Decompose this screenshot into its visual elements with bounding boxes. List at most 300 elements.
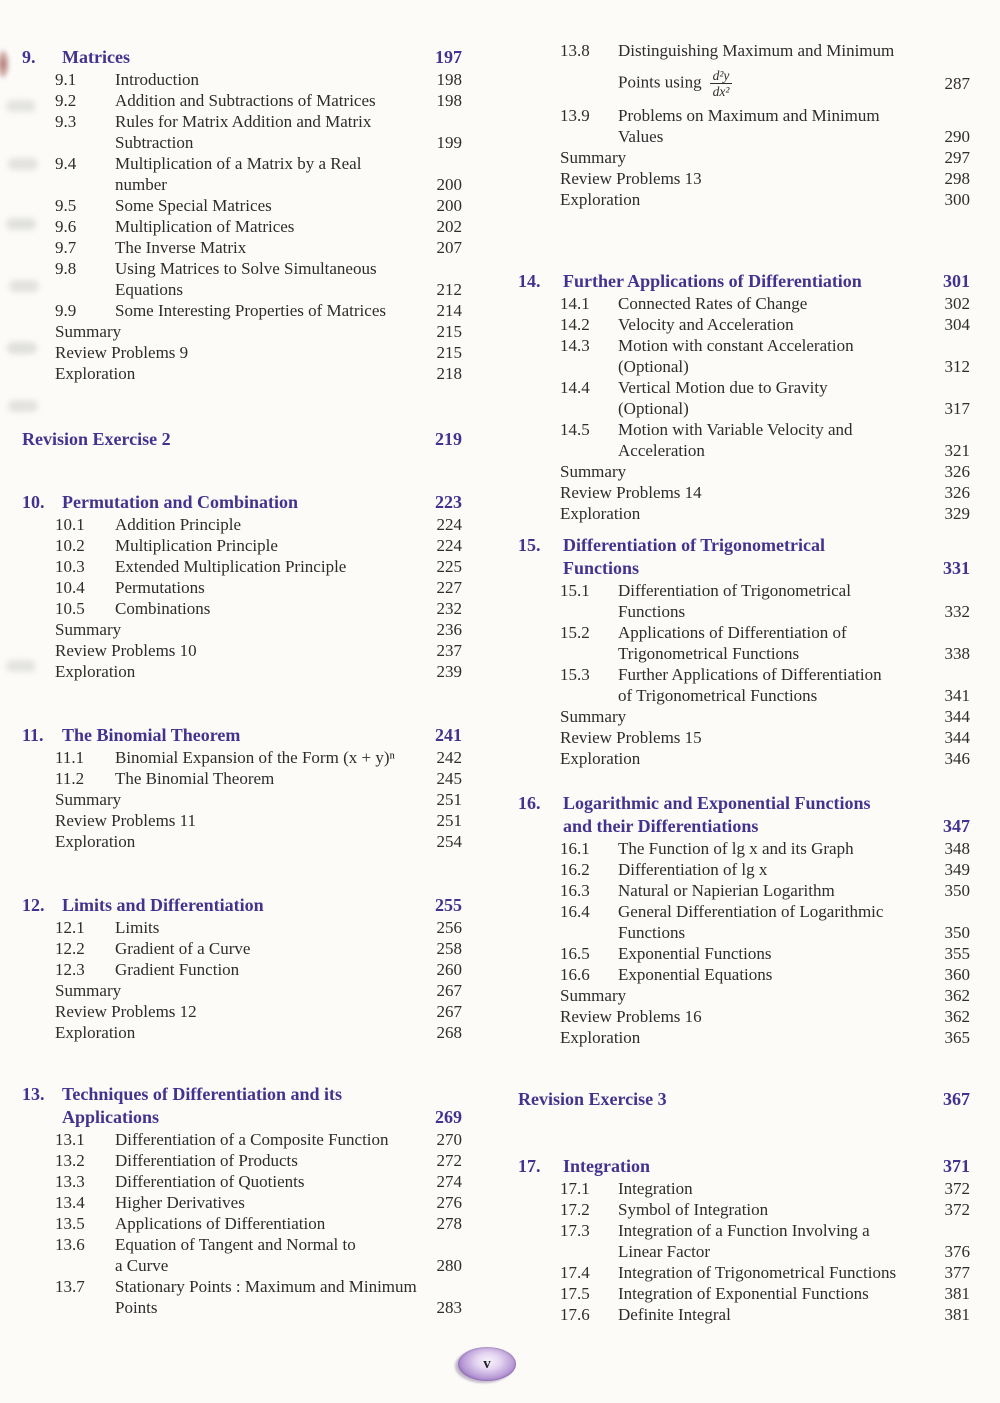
entry-number: 9.9 [55,301,77,320]
entry-title: Differentiation of a Composite Function [115,1130,389,1149]
entry-title: Exponential Functions [618,944,772,963]
entry-number [560,126,618,147]
entry-page [926,335,970,356]
revision-exercise-row [22,428,462,451]
entry-number: 17.5 [560,1284,590,1303]
toc-entry [518,377,970,398]
entry-title: Summary [55,981,122,1000]
chapter-page: 331 [943,558,970,578]
entry-title: Motion with Variable Velocity and [618,420,853,439]
toc-entry [22,237,462,258]
entry-title: Exploration [55,662,136,681]
entry-page: 338 [944,644,970,663]
entry-page: 280 [436,1256,462,1275]
toc-entry [22,1213,462,1234]
entry-page [926,622,970,643]
toc-right-column [518,0,970,1325]
entry-number: 15.1 [560,581,590,600]
chapter-title-line [563,557,970,580]
entry-title: Problems on Maximum and Minimum [618,106,880,125]
entry-page: 360 [944,965,970,984]
chapter-page: 255 [435,895,462,915]
entry-title: Review Problems 13 [560,169,702,188]
entry-number [560,356,618,377]
fraction-denominator: dx² [712,83,730,99]
entry-title: Multiplication Principle [115,536,278,555]
entry-title: Natural or Napierian Logarithm [618,881,835,900]
entry-title: Functions [618,602,686,621]
entry-number: 13.7 [55,1277,85,1296]
entry-title: Differentiation of lg x [618,860,768,879]
entry-number: 17.6 [560,1305,590,1324]
entry-page: 362 [944,1007,970,1026]
entry-title: Differentiation of Trigonometrical [618,581,851,600]
entry-page: 283 [436,1298,462,1317]
entry-page: 278 [436,1214,462,1233]
toc-entry [518,293,970,314]
entry-page: 321 [944,441,970,460]
entry-title: Applications of Differentiation of [618,623,847,642]
toc-entry [22,90,462,111]
entry-number [55,132,115,153]
entry-title: Summary [55,322,122,341]
toc-chapter-block [518,270,970,524]
entry-title: Review Problems 14 [560,483,702,502]
chapter-page: 347 [943,816,970,836]
entry-title: Equations [115,280,183,299]
entry-number: 9.2 [55,91,77,110]
toc-entry [518,727,970,748]
entry-number [560,440,618,461]
toc-entry [22,300,462,321]
chapter-title-line [62,894,462,917]
toc-entry [518,1199,970,1220]
entry-number: 16.5 [560,944,590,963]
chapter-number: 9. [22,47,36,67]
entry-page: 344 [944,707,970,726]
toc-entry [22,831,462,852]
chapter-title-line [563,815,970,838]
toc-entry [518,168,970,189]
entry-number [560,685,618,706]
entry-page: 276 [436,1193,462,1212]
entry-title: Differentiation of Products [115,1151,298,1170]
entry-number: 10.4 [55,578,85,597]
entry-number: 17.4 [560,1263,590,1282]
entry-number: 16.2 [560,860,590,879]
toc-chapter-block [22,724,462,852]
toc-entry [518,1027,970,1048]
entry-page: 344 [944,728,970,747]
entry-page [926,580,970,601]
toc-entry [518,622,970,643]
chapter-number: 16. [518,793,541,813]
entry-title: Review Problems 9 [55,343,189,362]
entry-page: 287 [944,73,970,93]
entry-title [618,68,926,99]
chapter-title-line [563,792,970,815]
entry-title: Vertical Motion due to Gravity [618,378,828,397]
chapter-page: 223 [435,492,462,512]
entry-number: 15.2 [560,623,590,642]
toc-entry [518,1178,970,1199]
entry-title: Higher Derivatives [115,1193,245,1212]
entry-page: 200 [436,196,462,215]
entry-title: Integration of Exponential Functions [618,1284,869,1303]
toc-entry [518,105,970,126]
chapter-title-line [563,534,970,557]
page-number-label: v [483,1355,491,1372]
chapter-title: Functions [563,558,640,578]
toc-entry [22,556,462,577]
chapter-number: 11. [22,725,44,745]
toc-entry [518,748,970,769]
entry-title: General Differentiation of Logarithmic [618,902,884,921]
entry-page: 267 [436,981,462,1000]
entry-title: Binomial Expansion of the Form (x + y)ⁿ [115,748,395,767]
entry-page: 218 [436,364,462,383]
chapter-title-line [563,1155,970,1178]
entry-page: 362 [944,986,970,1005]
chapter-title: Further Applications of Differentiation [563,271,862,291]
entry-page: 304 [944,315,970,334]
revision-exercise-title: Revision Exercise 3 [518,1089,667,1109]
entry-title: Stationary Points : Maximum and Minimum [115,1277,417,1296]
entry-page: 198 [436,70,462,89]
entry-number: 10.3 [55,557,85,576]
entry-title: Linear Factor [618,1242,711,1261]
toc-entry [22,768,462,789]
toc-entry [518,706,970,727]
entry-title: Exploration [560,504,641,523]
toc-chapter-block [518,1155,970,1325]
toc-entry [22,279,462,300]
entry-page [418,1276,462,1297]
chapter-title: Logarithmic and Exponential Functions [563,793,871,813]
toc-entry [22,640,462,661]
revision-exercise-row [518,1088,970,1111]
entry-number: 9.4 [55,154,77,173]
toc-entry [22,1001,462,1022]
entry-number: 9.6 [55,217,77,236]
entry-page [926,40,970,61]
toc-entry [518,880,970,901]
entry-title: Permutations [115,578,205,597]
entry-number: 17.2 [560,1200,590,1219]
entry-title: Exponential Equations [618,965,773,984]
entry-title: Some Interesting Properties of Matrices [115,301,386,320]
entry-page [926,377,970,398]
entry-number [560,643,618,664]
toc-entry [518,859,970,880]
toc-entry [518,440,970,461]
entry-page: 199 [436,133,462,152]
entry-number: 12.2 [55,939,85,958]
entry-page: 274 [436,1172,462,1191]
entry-page: 215 [436,322,462,341]
entry-title: Gradient of a Curve [115,939,251,958]
entry-title: Gradient Function [115,960,240,979]
entry-number: 17.1 [560,1179,590,1198]
toc-entry [22,69,462,90]
toc-entry [518,356,970,377]
entry-page: 225 [436,557,462,576]
entry-page: 341 [944,686,970,705]
entry-number: 13.3 [55,1172,85,1191]
entry-page: 237 [436,641,462,660]
toc-entry [518,643,970,664]
revision-exercise-page: 367 [943,1089,970,1109]
entry-number: 14.2 [560,315,590,334]
entry-number: 14.4 [560,378,590,397]
entry-page: 326 [944,462,970,481]
entry-page: 355 [944,944,970,963]
entry-number: 10.2 [55,536,85,555]
entry-page [926,1220,970,1241]
entry-title: Differentiation of Quotients [115,1172,305,1191]
entry-title: Exploration [55,832,136,851]
chapter-heading [518,1155,970,1178]
entry-page: 298 [944,169,970,188]
toc-chapter-block [518,792,970,1048]
entry-page: 349 [944,860,970,879]
entry-number: 12.1 [55,918,85,937]
entry-title: (Optional) [618,399,689,418]
entry-number [560,1241,618,1262]
chapter-heading [518,534,970,580]
entry-page: 251 [436,811,462,830]
entry-page: 224 [436,515,462,534]
entry-title: Summary [55,620,122,639]
toc-entry [22,1150,462,1171]
entry-number: 13.1 [55,1130,85,1149]
toc-entry [518,461,970,482]
chapter-title-line [563,270,970,293]
scan-edge-smudge [0,50,9,78]
toc-entry [518,985,970,1006]
entry-page [926,664,970,685]
toc-entry [22,514,462,535]
entry-title: Combinations [115,599,211,618]
toc-entry [22,577,462,598]
toc-entry [22,1129,462,1150]
toc-entry [22,216,462,237]
toc-entry [518,503,970,524]
entry-page: 214 [436,301,462,320]
entry-number: 9.1 [55,70,77,89]
entry-title: Connected Rates of Change [618,294,808,313]
entry-title: Multiplication of Matrices [115,217,295,236]
entry-number: 16.4 [560,902,590,921]
entry-title: Rules for Matrix Addition and Matrix [115,112,372,131]
entry-page: 326 [944,483,970,502]
chapter-title: Integration [563,1156,650,1176]
toc-chapter-block [22,1083,462,1318]
chapter-heading [22,894,462,917]
chapter-heading [22,46,462,69]
entry-title: Further Applications of Differentiation [618,665,882,684]
chapter-page: 241 [435,725,462,745]
chapter-title: Applications [62,1107,160,1127]
entry-title: Some Special Matrices [115,196,272,215]
entry-title: of Trigonometrical Functions [618,686,818,705]
entry-title: Review Problems 15 [560,728,702,747]
entry-number: 16.6 [560,965,590,984]
toc-entry [518,126,970,147]
entry-number [55,174,115,195]
toc-entry [22,938,462,959]
entry-number [560,601,618,622]
entry-page: 260 [436,960,462,979]
chapter-title-line [62,46,462,69]
entry-page [418,111,462,132]
entry-page: 224 [436,536,462,555]
derivative-fraction [710,68,733,99]
chapter-heading [518,792,970,838]
entry-title: Functions [618,923,686,942]
entry-title: Exploration [55,1023,136,1042]
entry-number [55,1297,115,1318]
entry-title: Equation of Tangent and Normal to [115,1235,356,1254]
entry-title: Introduction [115,70,200,89]
entry-page: 329 [944,504,970,523]
entry-number: 13.5 [55,1214,85,1233]
chapter-title: and their Differentiations [563,816,759,836]
entry-page [418,153,462,174]
entry-page: 297 [944,148,970,167]
entry-title: Points [115,1298,158,1317]
entry-page: 346 [944,749,970,768]
toc-entry [518,482,970,503]
entry-page: 236 [436,620,462,639]
toc-entry [518,1304,970,1325]
entry-page: 242 [436,748,462,767]
toc-entry [518,901,970,922]
chapter-page [926,534,970,557]
toc-entry [22,321,462,342]
toc-entry [22,174,462,195]
toc-entry [22,619,462,640]
chapter-number: 13. [22,1084,45,1104]
entry-number: 13.8 [560,41,590,60]
entry-page [926,901,970,922]
toc-entry [518,61,970,105]
entry-title: Exploration [560,749,641,768]
entry-title: Values [618,127,664,146]
entry-page: 212 [436,280,462,299]
toc-entry [22,1297,462,1318]
entry-number: 10.5 [55,599,85,618]
toc-entry [22,789,462,810]
entry-title: Summary [55,790,122,809]
entry-page: 290 [944,127,970,146]
entry-title: Using Matrices to Solve Simultaneous [115,259,377,278]
chapter-heading [22,724,462,747]
toc-entry [518,580,970,601]
toc-entry [518,964,970,985]
entry-page: 270 [436,1130,462,1149]
entry-number: 9.8 [55,259,77,278]
entry-title: Review Problems 12 [55,1002,197,1021]
entry-title: a Curve [115,1256,169,1275]
toc-entry [22,980,462,1001]
toc-entry [22,661,462,682]
entry-page: 268 [436,1023,462,1042]
chapter-page: 197 [435,47,462,67]
entry-title: Motion with constant Acceleration [618,336,854,355]
entry-page: 317 [944,399,970,418]
toc-entry [518,1262,970,1283]
entry-number: 14.1 [560,294,590,313]
chapter-number: 15. [518,535,541,555]
entry-title: Velocity and Acceleration [618,315,794,334]
chapter-number: 10. [22,492,45,512]
chapter-page: 269 [435,1107,462,1127]
entry-number: 15.3 [560,665,590,684]
entry-number [560,922,618,943]
entry-page: 381 [944,1284,970,1303]
entry-page: 258 [436,939,462,958]
toc-entry [22,1192,462,1213]
entry-title: Exploration [560,1028,641,1047]
chapter-title-line [62,1083,462,1106]
entry-page [926,105,970,126]
chapter-heading [22,1083,462,1129]
revision-exercise-page: 219 [435,429,462,449]
entry-title: Summary [560,462,627,481]
entry-number: 12.3 [55,960,85,979]
entry-page: 198 [436,91,462,110]
entry-number: 13.6 [55,1235,85,1254]
toc-entry [518,335,970,356]
entry-title: Trigonometrical Functions [618,644,800,663]
entry-title: Integration [618,1179,693,1198]
toc-entry [22,1276,462,1297]
toc-entry [22,810,462,831]
chapter-number: 12. [22,895,45,915]
entry-title: Symbol of Integration [618,1200,769,1219]
toc-entry [22,747,462,768]
entry-number: 9.5 [55,196,77,215]
entry-title: Distinguishing Maximum and Minimum [618,41,895,60]
entry-page [418,1234,462,1255]
entry-title: Summary [560,707,627,726]
entry-page: 365 [944,1028,970,1047]
entry-number [55,279,115,300]
entry-title: The Inverse Matrix [115,238,247,257]
entry-page: 302 [944,294,970,313]
entry-page [926,419,970,440]
toc-entry [518,664,970,685]
chapter-heading [518,270,970,293]
toc-entry [22,959,462,980]
toc-entry [518,314,970,335]
entry-number: 13.2 [55,1151,85,1170]
toc-entry [22,153,462,174]
entry-title: Integration of Trigonometrical Functions [618,1263,897,1282]
entry-page: 372 [944,1200,970,1219]
entry-page: 350 [944,923,970,942]
entry-page: 300 [944,190,970,209]
entry-page: 215 [436,343,462,362]
toc-entry [22,1234,462,1255]
chapter-title: Techniques of Differentiation and its [62,1084,343,1104]
toc-entry [518,398,970,419]
toc-entry [22,1171,462,1192]
chapter-title: The Binomial Theorem [62,725,241,745]
toc-entry [518,40,970,61]
toc-entry [518,189,970,210]
